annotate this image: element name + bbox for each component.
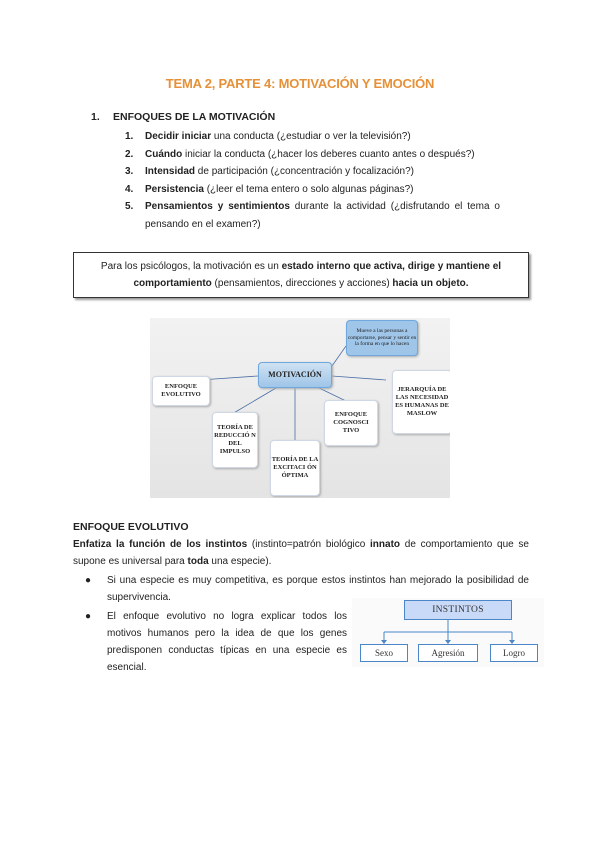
list-number: 1. (125, 131, 134, 142)
list-number: 3. (125, 166, 134, 177)
para-text: (instinto=patrón biológico (247, 539, 371, 550)
list-item-bold: Decidir iniciar (145, 131, 212, 142)
list-item-bold: Persistencia (145, 183, 204, 195)
list-number: 2. (125, 148, 134, 160)
instinto-leaf: Agresión (418, 644, 478, 662)
instinto-leaf: Logro (490, 644, 538, 662)
bullet-text: El enfoque evolutivo no logra explicar todos los motivos humanos pero la idea de que los genes predisponen conductas típicas en una especie es esencial. (107, 611, 347, 673)
evolutivo-paragraph (73, 536, 529, 570)
concept-note: Mueve a las personas a comportarse, pensar y sentir en la forma en que lo hacen (346, 320, 418, 356)
connector-reduccion (232, 388, 276, 414)
connector-note (332, 346, 346, 366)
callout-text: Para los psicólogos, la motivación es un (100, 261, 282, 272)
concept-cognoscitivo: ENFOQUE COGNOSCI TIVO (324, 400, 378, 446)
section-number: 1. (91, 111, 100, 123)
list-item (125, 146, 500, 164)
instinto-leaf: Sexo (360, 644, 408, 662)
page-title: TEMA 2, PARTE 4: MOTIVACIÓN Y EMOCIÓN (165, 76, 435, 91)
callout-bold: estado interno que activa, dirige y mantiene el (281, 261, 502, 272)
list-item-bold: Pensamientos y sentimientos (145, 201, 290, 212)
para-bold: Enfatiza la función de los instintos (73, 539, 248, 550)
section-heading-text: ENFOQUES DE LA MOTIVACIÓN (113, 111, 276, 123)
connector-maslow (332, 376, 386, 380)
list-item-text: una conducta (¿estudiar o ver la televisión?) (211, 131, 411, 142)
concept-main: MOTIVACIÓN (258, 362, 332, 388)
bullet-item (85, 608, 347, 676)
list-item (125, 128, 500, 146)
list-item-text: (¿leer el tema entero o solo algunas páginas?) (203, 183, 414, 195)
concept-reduccion: TEORÍA DE REDUCCIÓ N DEL IMPULSO (212, 412, 258, 468)
bullet-icon: ● (85, 575, 92, 586)
list-item-continuation: pensando en el examen?) (145, 218, 261, 230)
para-bold: toda (187, 556, 209, 567)
instintos-root: INSTINTOS (404, 600, 512, 620)
list-item-text: de participación (¿concentración y focalización?) (195, 166, 415, 177)
para-bold: innato (370, 539, 401, 550)
bullet-icon: ● (85, 611, 92, 622)
concept-optima: TEORÍA DE LA EXCITACI ÓN ÓPTIMA (270, 440, 320, 496)
list-item (125, 163, 500, 181)
section-heading-evolutivo: ENFOQUE EVOLUTIVO (73, 521, 189, 533)
callout-bold: hacia un objeto. (392, 278, 469, 289)
list-number: 5. (125, 201, 134, 212)
para-text: una especie). (208, 556, 272, 567)
motivation-aspects-list (125, 128, 500, 233)
list-item (125, 198, 500, 216)
callout-text: (pensamientos, direcciones y acciones) (211, 278, 393, 289)
bullet-text: Si una especie es muy competitiva, es porque estos instintos han mejorado la posibilidad de supervivencia. (107, 575, 529, 603)
concept-maslow: JERARQUÍA DE LAS NECESIDAD ES HUMANAS DE MASLOW (392, 370, 450, 434)
motivation-concept-map (150, 318, 450, 498)
instintos-diagram (352, 598, 544, 667)
para-text: de comportamiento que se supone es universal para (73, 539, 529, 567)
definition-callout (73, 252, 529, 298)
list-item-text: iniciar la conducta (¿hacer los deberes cuanto antes o después?) (182, 148, 475, 160)
list-item-text: durante la actividad (¿disfrutando el tema o (289, 201, 500, 212)
list-item-bold: Cuándo (145, 148, 183, 160)
callout-bold: comportamiento (133, 278, 212, 289)
list-item-bold: Intensidad (145, 166, 196, 177)
list-item (125, 181, 500, 199)
concept-evolutivo: ENFOQUE EVOLUTIVO (152, 376, 210, 406)
section-heading-enfoques (91, 111, 275, 123)
list-number: 4. (125, 183, 134, 195)
